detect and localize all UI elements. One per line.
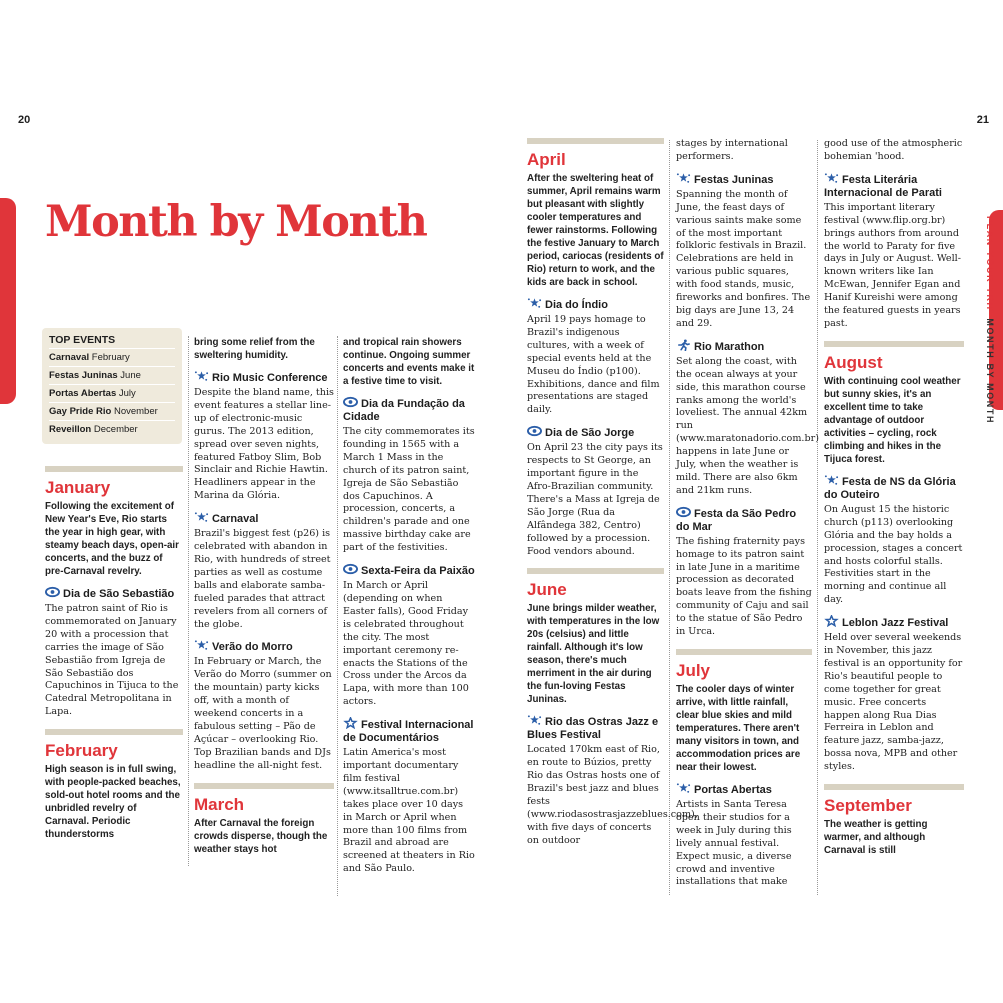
- festival-icon: [194, 370, 209, 382]
- event-description: Spanning the month of June, the feast days of various saints make some of the most important folkloric festivals in Brazil. Celebrations are held in various public squares, with food stands, music, fireworks and bonfires. The big days are June 13, 24 and 29.: [676, 188, 811, 329]
- eye-icon: [343, 396, 358, 408]
- event-heading: Sexta-Feira da Paixão: [343, 563, 475, 578]
- event-heading: Festa de NS da Glória do Outeiro: [824, 475, 956, 501]
- event-description: In March or April (depending on when Easter falls), Good Friday is celebrated throughout the city. The most important ceremony re-enacts the Stations of the Cross under the Arcos da Lapa, with more than 100 actors.: [343, 580, 469, 708]
- festival-icon: [194, 639, 209, 651]
- event-heading: Festas Juninas: [676, 172, 812, 187]
- festival-icon: [676, 172, 691, 184]
- month-divider: [527, 138, 664, 144]
- event-heading: Rio Music Conference: [194, 370, 334, 385]
- event-description: April 19 pays homage to Brazil's indigenous cultures, with a week of special events held at the Museu do Índio (p100). Exhibitions, dance and film presentations are staged daily.: [527, 314, 660, 416]
- event-description: Brazil's biggest fest (p26) is celebrated with abandon in Rio, with hundreds of street parties as well as costume balls and elaborate samba-fueled parades that attract revelers from all corners of the globe.: [194, 528, 331, 630]
- section-side-label: PLAN YOUR TRIP MONTH BY MONTH: [985, 216, 995, 425]
- month-intro: The cooler days of winter arrive, with little rainfall, clear blue skies and mild temperatures. There aren't many visitors in town, and accommodation prices are near their lowest.: [676, 684, 801, 773]
- event-description: In February or March, the Verão do Morro (summer on the mountain) party kicks off, with a month of weekend concerts in a fabulous setting – Pão de Açúcar – overlooking Rio. Top Brazilian bands and DJs headline the all-night fest.: [194, 656, 332, 771]
- month-intro: The weather is getting warmer, and although Carnaval is still: [824, 819, 928, 857]
- festival-icon: [824, 474, 839, 486]
- page-number-right: 21: [976, 114, 989, 126]
- month-intro: After Carnaval the foreign crowds disperse, though the weather stays hot: [194, 817, 328, 855]
- top-events-heading: TOP EVENTS: [49, 334, 116, 346]
- month-intro: After the sweltering heat of summer, April remains warm but pleasant with slightly cooler temperatures and fewer rainstorms. Following the festive January to March period, cariocas (residents of Rio) return to work, and the kids are back in school.: [527, 173, 664, 288]
- event-heading: Leblon Jazz Festival: [824, 615, 964, 630]
- eye-icon: [343, 563, 358, 575]
- event-heading: Carnaval: [194, 511, 334, 526]
- event-heading: Festa Literária Internacional de Parati: [824, 173, 942, 199]
- event-heading: Dia da Fundação da Cidade: [343, 398, 465, 423]
- month-divider: [824, 341, 964, 347]
- month-intro-continued: and tropical rain showers continue. Ongoing summer concerts and events make it a festive time to visit.: [343, 337, 475, 387]
- star-icon: [824, 615, 839, 627]
- column-2: [194, 336, 334, 858]
- top-event-item: Portas Abertas July: [49, 384, 175, 402]
- runner-icon: [676, 339, 691, 351]
- month-divider: [194, 783, 334, 789]
- column-1: [45, 458, 183, 843]
- chapter-tab-left: [0, 198, 16, 404]
- column-6: [824, 138, 964, 859]
- eye-icon: [45, 586, 60, 598]
- eye-icon: [676, 506, 691, 518]
- top-event-item: Gay Pride Rio November: [49, 402, 175, 420]
- event-heading: Dia de São Jorge: [527, 425, 664, 440]
- festival-icon: [824, 172, 839, 184]
- event-description: Artists in Santa Teresa open their studios for a week in July during this lively annual festival. Expect music, a diverse crowd and inventive installations that make: [676, 799, 792, 888]
- event-description-continued: good use of the atmospheric bohemian 'hood.: [824, 138, 963, 162]
- column-3: [343, 336, 475, 878]
- month-divider: [527, 568, 664, 574]
- month-divider: [45, 729, 183, 735]
- top-event-item: Festas Juninas June: [49, 366, 175, 384]
- event-heading: Rio das Ostras Jazz e Blues Festival: [527, 716, 659, 742]
- festival-icon: [194, 511, 209, 523]
- event-description: Set along the coast, with the ocean always at your side, this marathon course ranks among the world's loveliest. The annual 42km run (www.maratonadorio.com.br) happens in late June or July, when the weather is mild. There are also 6km and 21km runs.: [676, 355, 819, 496]
- event-heading: Rio Marathon: [676, 339, 812, 354]
- eye-icon: [527, 425, 542, 437]
- event-heading: Dia do Índio: [527, 297, 664, 312]
- event-heading: Portas Abertas: [676, 782, 812, 797]
- top-event-item: Carnaval February: [49, 348, 175, 366]
- page-number-left: 20: [18, 114, 31, 126]
- festival-icon: [676, 782, 691, 794]
- event-description: Held over several weekends in November, this jazz festival is an opportunity for Rio's beautiful people to come together for great music. Free concerts happen along Rua Dias Ferreira in Leblon and feature jazz, samba-jazz, bossa nova, MPB and other styles.: [824, 632, 963, 773]
- month-intro: Following the excitement of New Year's Eve, Rio starts the year in high gear, with steamy beach days, open-air concerts, and the buzz of pre-Carnaval revelry.: [45, 501, 179, 577]
- event-heading: Festival Internacional de Documentários: [343, 719, 474, 745]
- event-description: On August 15 the historic church (p113) overlooking Glória and the bay holds a procession, stages a concert and hosts colorful stalls. Festivities start in the morning and continue all day.: [824, 503, 963, 606]
- event-heading: Verão do Morro: [194, 639, 334, 654]
- event-description: Despite the bland name, this event features a stellar line-up of electronic-music gurus. The 2013 edition, spread over seven nights, featured Fatboy Slim, Bob Sinclair and Richie Hawtin. Headliners appear in the Marina da Glória.: [194, 387, 334, 502]
- event-description: On April 23 the city pays its respects to St George, an important figure in the Afro-Brazilian community. There's a Mass at Igreja de São Jorge (Rua da Alfândega 382, Centro) followed by a procession. Food vendors abound.: [527, 442, 663, 557]
- month-intro-continued: bring some relief from the sweltering humidity.: [194, 337, 315, 361]
- event-description: This important literary festival (www.flip.org.br) brings authors from around the world to Paraty for five days in July or August. Well-known writers like Ian McEwan, Jennifer Egan and Hanif Kureishi were among the featured guests in years past.: [824, 201, 961, 329]
- column-5: [676, 138, 819, 891]
- month-intro: High season is in full swing, with people-packed beaches, sold-out hotel rooms and the unbridled revelry of Carnaval. Periodic thunderstorms: [45, 764, 181, 841]
- month-intro: With continuing cool weather but sunny skies, it's an excellent time to take advantage of outdoor activities – cycling, rock climbing and hikes in the Tijuca forest.: [824, 375, 961, 465]
- star-icon: [343, 717, 358, 729]
- festival-icon: [527, 297, 542, 309]
- month-heading-august: August: [824, 352, 883, 372]
- month-heading-january: January: [45, 478, 111, 497]
- event-description: The patron saint of Rio is commemorated on January 20 with a procession that carries the image of São Sebastião from Igreja de São Sebastião dos Capuchinos in Tijuca to the Catedral Metropolitana in Lapa.: [45, 603, 179, 718]
- event-description: Latin America's most important documentary film festival (www.itsalltrue.com.br) takes place over 10 days in March or April when more than 100 films from Brazil and abroad are screened at theaters in Rio and São Paulo.: [343, 747, 475, 875]
- month-divider: [45, 466, 183, 472]
- month-divider: [676, 649, 812, 655]
- month-heading-june: June: [527, 580, 567, 600]
- festival-icon: [527, 714, 542, 726]
- month-heading-february: February: [45, 741, 118, 761]
- top-events-box: [42, 328, 182, 444]
- month-heading-april: April: [527, 150, 566, 169]
- page-title: Month by Month: [45, 197, 427, 247]
- month-heading-march: March: [194, 794, 245, 814]
- event-description: Located 170km east of Rio, en route to Búzios, pretty Rio das Ostras hosts one of Brazil's best jazz and blues fests (www.riodasostrasjazzeblues.com), with five days of concerts on outdoor: [527, 744, 698, 846]
- month-intro: June brings milder weather, with temperatures in the low 20s (celsius) and little rainfall. Although it's low season, there's much merriment in the air during the fun-loving Festas Juninas.: [527, 603, 660, 706]
- month-heading-september: September: [824, 796, 912, 816]
- event-description-continued: stages by international performers.: [676, 138, 788, 162]
- month-divider: [824, 784, 964, 790]
- event-description: The city commemorates its founding in 1565 with a March 1 Mass in the church of its patron saint, Igreja de São Sebastião dos Capuchinos. A procession, concerts, a children's parade and one massive birthday cake are part of the festivities.: [343, 426, 475, 554]
- event-description: The fishing fraternity pays homage to its patron saint in late June in a maritime procession as decorated boats leave from the fishing community of Caju and sail to the statue of São Pedro in Urca.: [676, 535, 812, 638]
- month-heading-july: July: [676, 661, 711, 680]
- top-event-item: Reveillon December: [49, 420, 175, 438]
- event-heading: Dia de São Sebastião: [45, 586, 183, 601]
- event-heading: Festa da São Pedro do Mar: [676, 507, 797, 533]
